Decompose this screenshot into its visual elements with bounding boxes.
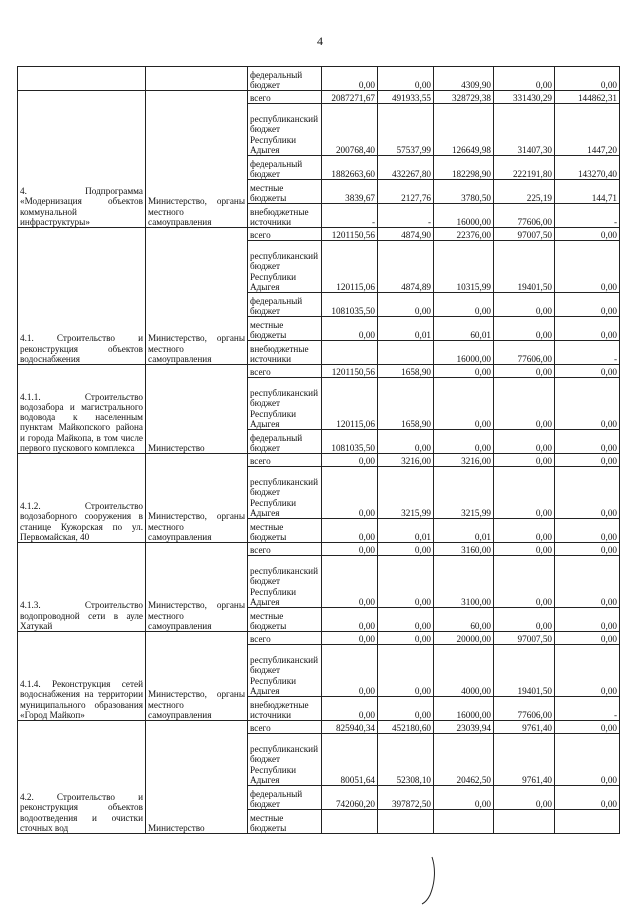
amount-cell: 0,00 xyxy=(494,467,555,519)
funding-source-cell: внебюджетные источники xyxy=(248,697,322,721)
funding-source-cell: всего xyxy=(248,721,322,734)
measure-name-cell: 4.1.4. Реконструкция сетей водоснабжения на территории муниципального образования «Город Майкоп» xyxy=(18,632,146,721)
amount-cell: 0,00 xyxy=(434,786,494,810)
amount-cell: 60,00 xyxy=(434,608,494,632)
funding-source-cell: внебюджетные источники xyxy=(248,204,322,228)
amount-cell: 200768,40 xyxy=(322,104,378,156)
amount-cell: 0,00 xyxy=(555,365,620,378)
signature-mark xyxy=(414,855,444,905)
executor-cell: Министерство, органы местного самоуправления xyxy=(146,543,248,632)
amount-cell: 331430,29 xyxy=(494,91,555,104)
amount-cell: 16000,00 xyxy=(434,697,494,721)
amount-cell: 0,00 xyxy=(378,556,434,608)
amount-cell: 97007,50 xyxy=(494,228,555,241)
amount-cell: 0,00 xyxy=(555,519,620,543)
funding-source-cell: местные бюджеты xyxy=(248,180,322,204)
amount-cell: 0,00 xyxy=(322,454,378,467)
amount-cell: 2087271,67 xyxy=(322,91,378,104)
amount-cell: 22376,00 xyxy=(434,228,494,241)
funding-source-cell: всего xyxy=(248,365,322,378)
amount-cell: 0,00 xyxy=(494,365,555,378)
amount-cell: 3839,67 xyxy=(322,180,378,204)
amount-cell: 1658,90 xyxy=(378,378,434,430)
amount-cell: 0,00 xyxy=(434,430,494,454)
amount-cell: 0,00 xyxy=(494,67,555,91)
amount-cell: 0,00 xyxy=(494,430,555,454)
amount-cell: 397872,50 xyxy=(378,786,434,810)
amount-cell: 60,01 xyxy=(434,317,494,341)
measure-name-cell xyxy=(18,67,146,91)
page-number: 4 xyxy=(317,34,323,48)
amount-cell: 0,00 xyxy=(555,721,620,734)
amount-cell: 1882663,60 xyxy=(322,156,378,180)
amount-cell: 0,00 xyxy=(555,645,620,697)
amount-cell: 20462,50 xyxy=(434,734,494,786)
amount-cell: 825940,34 xyxy=(322,721,378,734)
amount-cell xyxy=(322,341,378,365)
funding-source-cell: республиканский бюджет Республики Адыгея xyxy=(248,104,322,156)
measure-name-cell: 4.1.3. Строительство водопроводной сети в ауле Хатукай xyxy=(18,543,146,632)
amount-cell: 0,00 xyxy=(555,543,620,556)
amount-cell: 4874,90 xyxy=(378,228,434,241)
budget-table xyxy=(17,66,620,834)
amount-cell: - xyxy=(555,204,620,228)
amount-cell: 0,00 xyxy=(322,556,378,608)
amount-cell: 0,00 xyxy=(555,454,620,467)
amount-cell: 0,00 xyxy=(555,786,620,810)
executor-cell: Министерство, органы местного самоуправления xyxy=(146,91,248,228)
amount-cell: 0,00 xyxy=(555,241,620,293)
amount-cell: 0,01 xyxy=(378,519,434,543)
funding-source-cell: всего xyxy=(248,454,322,467)
table-row xyxy=(18,543,620,556)
funding-source-cell: республиканский бюджет Республики Адыгея xyxy=(248,645,322,697)
amount-cell: 0,00 xyxy=(555,378,620,430)
amount-cell: 0,00 xyxy=(494,378,555,430)
amount-cell: 0,00 xyxy=(322,467,378,519)
table-row xyxy=(18,91,620,104)
amount-cell: 1658,90 xyxy=(378,365,434,378)
executor-cell: Министерство, органы местного самоуправления xyxy=(146,454,248,543)
amount-cell: 0,00 xyxy=(555,608,620,632)
funding-source-cell: федеральный бюджет xyxy=(248,293,322,317)
amount-cell: 9761,40 xyxy=(494,721,555,734)
amount-cell: 0,00 xyxy=(494,454,555,467)
amount-cell: 0,01 xyxy=(378,317,434,341)
amount-cell: 3216,00 xyxy=(378,454,434,467)
amount-cell: 20000,00 xyxy=(434,632,494,645)
amount-cell: 19401,50 xyxy=(494,241,555,293)
amount-cell: 143270,40 xyxy=(555,156,620,180)
measure-name-cell: 4.1. Строительство и реконструкция объектов водоснабжения xyxy=(18,228,146,365)
amount-cell: 0,00 xyxy=(378,645,434,697)
amount-cell: 222191,80 xyxy=(494,156,555,180)
amount-cell: 0,00 xyxy=(322,543,378,556)
funding-source-cell: всего xyxy=(248,228,322,241)
amount-cell: 0,00 xyxy=(434,293,494,317)
amount-cell: 3216,00 xyxy=(434,454,494,467)
funding-source-cell: республиканский бюджет Республики Адыгея xyxy=(248,556,322,608)
amount-cell: 0,00 xyxy=(322,608,378,632)
table-row xyxy=(18,721,620,734)
amount-cell: 3215,99 xyxy=(434,467,494,519)
amount-cell: 491933,55 xyxy=(378,91,434,104)
table-row xyxy=(18,632,620,645)
measure-name-cell: 4.1.1. Строительство водозабора и магистрального водовода к населенным пунктам Майкопского района и города Майкопа, в том числе первого пускового комплекса xyxy=(18,365,146,454)
amount-cell: 0,00 xyxy=(555,632,620,645)
funding-source-cell: местные бюджеты xyxy=(248,317,322,341)
amount-cell: 0,00 xyxy=(555,467,620,519)
amount-cell xyxy=(378,810,434,834)
amount-cell: 0,00 xyxy=(494,293,555,317)
amount-cell: 2127,76 xyxy=(378,180,434,204)
amount-cell: 3100,00 xyxy=(434,556,494,608)
funding-source-cell: федеральный бюджет xyxy=(248,156,322,180)
funding-source-cell: всего xyxy=(248,632,322,645)
funding-source-cell: внебюджетные источники xyxy=(248,341,322,365)
amount-cell: 0,00 xyxy=(494,786,555,810)
funding-source-cell: федеральный бюджет xyxy=(248,67,322,91)
amount-cell: - xyxy=(378,204,434,228)
amount-cell: 0,00 xyxy=(494,556,555,608)
amount-cell: 77606,00 xyxy=(494,697,555,721)
amount-cell: 126649,98 xyxy=(434,104,494,156)
executor-cell: Министерство xyxy=(146,365,248,454)
amount-cell: 16000,00 xyxy=(434,341,494,365)
amount-cell: 77606,00 xyxy=(494,341,555,365)
amount-cell: 0,00 xyxy=(322,645,378,697)
amount-cell: 0,00 xyxy=(555,317,620,341)
amount-cell: 0,00 xyxy=(555,430,620,454)
amount-cell: 0,00 xyxy=(494,317,555,341)
amount-cell: 52308,10 xyxy=(378,734,434,786)
amount-cell: 1081035,50 xyxy=(322,430,378,454)
funding-source-cell: местные бюджеты xyxy=(248,519,322,543)
amount-cell: 77606,00 xyxy=(494,204,555,228)
amount-cell: 1081035,50 xyxy=(322,293,378,317)
table-row xyxy=(18,228,620,241)
amount-cell: 1201150,56 xyxy=(322,228,378,241)
amount-cell: 0,00 xyxy=(378,430,434,454)
amount-cell: 0,00 xyxy=(378,697,434,721)
amount-cell: 0,00 xyxy=(322,519,378,543)
amount-cell: 0,00 xyxy=(555,67,620,91)
amount-cell: 0,00 xyxy=(322,632,378,645)
executor-cell xyxy=(146,67,248,91)
amount-cell: 144,71 xyxy=(555,180,620,204)
amount-cell: 144862,31 xyxy=(555,91,620,104)
funding-source-cell: всего xyxy=(248,91,322,104)
amount-cell: 0,00 xyxy=(378,632,434,645)
table-row xyxy=(18,365,620,378)
funding-source-cell: республиканский бюджет Республики Адыгея xyxy=(248,734,322,786)
table-row xyxy=(18,67,620,91)
amount-cell: 1201150,56 xyxy=(322,365,378,378)
amount-cell: 3215,99 xyxy=(378,467,434,519)
measure-name-cell: 4. Подпрограмма «Модернизация объектов коммунальной инфраструктуры» xyxy=(18,91,146,228)
amount-cell: 0,00 xyxy=(555,556,620,608)
amount-cell: 23039,94 xyxy=(434,721,494,734)
amount-cell: 182298,90 xyxy=(434,156,494,180)
amount-cell xyxy=(378,341,434,365)
amount-cell: 3160,00 xyxy=(434,543,494,556)
measure-name-cell: 4.2. Строительство и реконструкция объектов водоотведения и очистки сточных вод xyxy=(18,721,146,834)
amount-cell: 0,00 xyxy=(434,365,494,378)
amount-cell xyxy=(322,810,378,834)
amount-cell xyxy=(494,810,555,834)
amount-cell: 328729,38 xyxy=(434,91,494,104)
amount-cell: 3780,50 xyxy=(434,180,494,204)
amount-cell: 0,00 xyxy=(555,734,620,786)
funding-source-cell: республиканский бюджет Республики Адыгея xyxy=(248,378,322,430)
amount-cell: 4874,89 xyxy=(378,241,434,293)
amount-cell: 432267,80 xyxy=(378,156,434,180)
amount-cell: 120115,06 xyxy=(322,241,378,293)
amount-cell: 0,00 xyxy=(555,293,620,317)
amount-cell: 31407,30 xyxy=(494,104,555,156)
measure-name-cell: 4.1.2. Строительство водозаборного сооружения в станице Кужорская по ул. Первомайская, 40 xyxy=(18,454,146,543)
amount-cell: 0,00 xyxy=(378,67,434,91)
amount-cell: 0,00 xyxy=(378,543,434,556)
funding-source-cell: федеральный бюджет xyxy=(248,786,322,810)
amount-cell: - xyxy=(322,204,378,228)
amount-cell: - xyxy=(555,697,620,721)
amount-cell: 4309,90 xyxy=(434,67,494,91)
executor-cell: Министерство, органы местного самоуправления xyxy=(146,632,248,721)
executor-cell: Министерство xyxy=(146,721,248,834)
amount-cell: 0,00 xyxy=(322,697,378,721)
funding-source-cell: федеральный бюджет xyxy=(248,430,322,454)
amount-cell: 120115,06 xyxy=(322,378,378,430)
amount-cell: 0,00 xyxy=(555,228,620,241)
funding-source-cell: республиканский бюджет Республики Адыгея xyxy=(248,241,322,293)
funding-source-cell: местные бюджеты xyxy=(248,810,322,834)
amount-cell: 0,00 xyxy=(494,519,555,543)
table-row xyxy=(18,454,620,467)
amount-cell: 16000,00 xyxy=(434,204,494,228)
executor-cell: Министерство, органы местного самоуправления xyxy=(146,228,248,365)
amount-cell: 0,00 xyxy=(434,378,494,430)
amount-cell xyxy=(555,810,620,834)
amount-cell: 0,00 xyxy=(378,293,434,317)
amount-cell: 0,00 xyxy=(494,608,555,632)
amount-cell: 19401,50 xyxy=(494,645,555,697)
amount-cell: 0,00 xyxy=(322,317,378,341)
amount-cell: - xyxy=(555,341,620,365)
funding-source-cell: республиканский бюджет Республики Адыгея xyxy=(248,467,322,519)
amount-cell: 742060,20 xyxy=(322,786,378,810)
funding-source-cell: всего xyxy=(248,543,322,556)
funding-source-cell: местные бюджеты xyxy=(248,608,322,632)
amount-cell: 0,00 xyxy=(494,543,555,556)
amount-cell: 57537,99 xyxy=(378,104,434,156)
amount-cell: 225,19 xyxy=(494,180,555,204)
amount-cell: 1447,20 xyxy=(555,104,620,156)
amount-cell: 80051,64 xyxy=(322,734,378,786)
amount-cell: 452180,60 xyxy=(378,721,434,734)
amount-cell: 9761,40 xyxy=(494,734,555,786)
amount-cell: 0,00 xyxy=(322,67,378,91)
amount-cell: 0,00 xyxy=(378,608,434,632)
amount-cell: 0,01 xyxy=(434,519,494,543)
amount-cell: 4000,00 xyxy=(434,645,494,697)
amount-cell xyxy=(434,810,494,834)
amount-cell: 97007,50 xyxy=(494,632,555,645)
amount-cell: 10315,99 xyxy=(434,241,494,293)
